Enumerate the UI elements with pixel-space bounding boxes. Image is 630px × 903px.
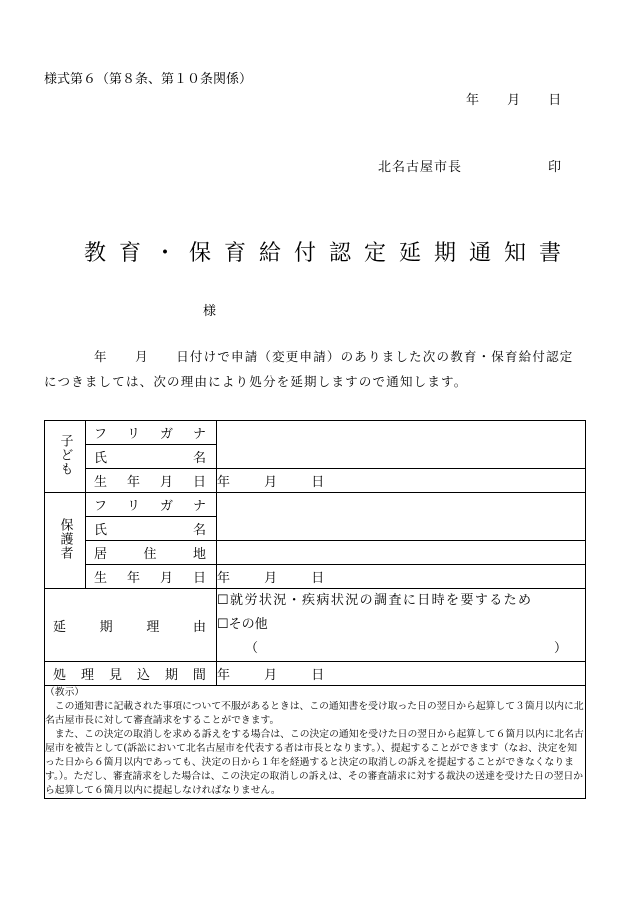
seal-mark: 印 (548, 160, 562, 175)
child-name-field[interactable] (217, 421, 586, 469)
guardian-name-field[interactable] (217, 493, 586, 541)
instructions-para-1: この通知書に記載された事項について不服があるときは、この通知書を受け取った日の翌日から起算して３箇月以内に北名古屋市長に対して審査請求をすることができます。 (45, 701, 584, 726)
reason-label: 延 期 理 由 (45, 589, 217, 662)
guardian-birthdate-field[interactable]: 年 月 日 (217, 565, 586, 589)
document-title: 教育・保育給付認定延期通知書 (84, 241, 575, 266)
guardian-address-label: 居 住 地 (86, 541, 217, 565)
guardian-address-field[interactable] (217, 541, 586, 565)
guardian-name-label: 氏 名 (86, 517, 217, 541)
reason-other-detail-field[interactable]: （ ） (245, 641, 567, 656)
guardian-furigana-label: フ リ ガ ナ (86, 493, 217, 517)
guardian-birthdate-label: 生 年 月 日 (86, 565, 217, 589)
instructions-box (45, 686, 586, 799)
issuer-name: 北名古屋市長 (378, 160, 463, 175)
notice-table (44, 420, 586, 799)
body-line-1: 年 月 日付けで申請（変更申請）のありました次の教育・保育給付認定 (94, 349, 574, 364)
recipient-suffix: 様 (203, 304, 217, 319)
deadline-label: 処 理 見 込 期 間 (45, 662, 217, 686)
reason-option-employment-checkbox[interactable]: ☐就労状況・疾病状況の調査に日時を要するため (217, 593, 533, 608)
form-number: 様式第６（第８条、第１０条関係） (44, 72, 253, 87)
instructions-para-2: また、この決定の取消しを求める訴えをする場合は、この決定の通知を受けた日の翌日から起算して６箇月以内に北名古屋市を被告として(訴訟において北名古屋市を代表する者は市長となります。）、提起することができます（なお、決定を知った日から６箇月以内であっても、決定の日から１年を経過すると決定の取消しの訴えを提起することができなくなります。）。ただし、審査請求をした場合は、この決定の取消しの訴えは、その審査請求に対する裁決の送達を受けた日の翌日から起算して６箇月以内に提起しなければなりません。 (45, 729, 584, 796)
body-line-2: につきましては、次の理由により処分を延期しますので通知します。 (44, 374, 468, 389)
guardian-group-label: 保護者 (45, 493, 86, 589)
issue-date: 年 月 日 (466, 93, 562, 108)
child-furigana-label: フ リ ガ ナ (86, 421, 217, 445)
reason-option-other-checkbox[interactable]: ☐その他 (217, 617, 268, 632)
deadline-field[interactable]: 年 月 日 (217, 662, 586, 686)
reason-options (217, 589, 586, 662)
child-name-label: 氏 名 (86, 445, 217, 469)
child-birthdate-field[interactable]: 年 月 日 (217, 469, 586, 493)
instructions-heading: （教示） (45, 687, 85, 698)
child-group-label: 子ども (45, 421, 86, 493)
child-birthdate-label: 生 年 月 日 (86, 469, 217, 493)
